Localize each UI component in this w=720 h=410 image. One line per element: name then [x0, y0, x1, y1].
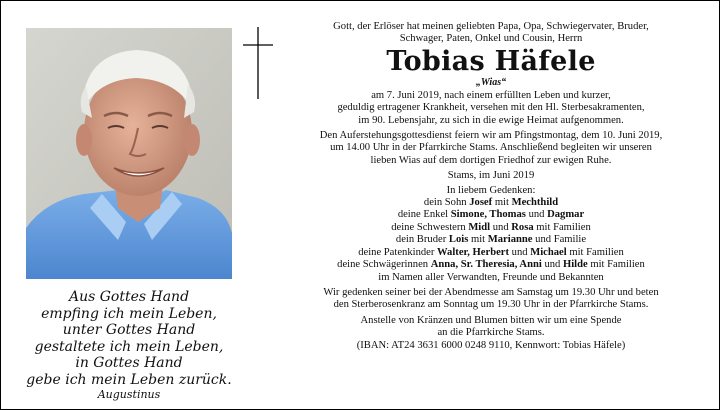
- death-line: am 7. Juni 2019, nach einem erfüllten Leben und kurzer,: [371, 89, 611, 101]
- family-text: deine Schwestern: [391, 221, 469, 233]
- poem-line: gestaltete ich mein Leben,: [34, 338, 224, 355]
- poem-author: Augustinus: [97, 388, 161, 401]
- family-text: deine Patenkinder: [358, 246, 438, 258]
- notice-text: [276, 21, 706, 352]
- intro-line: Schwager, Paten, Onkel und Cousin, Herrn: [399, 33, 583, 45]
- family-list: [276, 197, 706, 284]
- mass-line: den Sterberosenkranz am Sonntag um 19.30 Uhr in der Pfarrkirche Stams.: [333, 299, 649, 311]
- in-memory-heading: In liebem Gedenken:: [446, 184, 536, 196]
- poem-line: gebe ich mein Leben zurück.: [26, 371, 232, 388]
- death-line: geduldig ertragener Krankheit, versehen mit den Hl. Sterbesakramenten,: [337, 102, 645, 114]
- family-line: [276, 234, 706, 246]
- family-line: [276, 197, 706, 209]
- service-line: lieben Wias auf dem dortigen Friedhof zur ewigen Ruhe.: [370, 154, 612, 166]
- family-name: Michael: [530, 246, 567, 258]
- death-line: im 90. Lebensjahr, zu sich in die ewige Heimat aufgenommen.: [358, 114, 624, 126]
- donation-iban: (IBAN: AT24 3631 6000 0248 9110, Kennwort: Tobias Häfele): [356, 339, 626, 351]
- family-name: Anna, Sr. Theresia, Anni: [430, 259, 542, 271]
- family-name: Rosa: [511, 221, 534, 233]
- poem-line: unter Gottes Hand: [62, 322, 196, 338]
- family-text: mit Familien: [533, 221, 591, 233]
- place-date: Stams, im Juni 2019: [447, 170, 535, 182]
- family-line: [276, 259, 706, 271]
- family-name: Walter, Herbert: [437, 246, 510, 258]
- family-name: Hilde: [562, 259, 588, 271]
- family-name: Josef: [469, 197, 493, 209]
- family-name: Mechthild: [511, 197, 559, 209]
- intro-line: Gott, der Erlöser hat meinen geliebten Papa, Opa, Schwiegervater, Bruder,: [333, 21, 649, 32]
- family-text: im Namen aller Verwandten, Freunde und Bekannten: [378, 271, 604, 283]
- memorial-poem: [26, 289, 232, 401]
- donation-line: Anstelle von Kränzen und Blumen bitten wir um eine Spende: [360, 314, 622, 326]
- family-text: und: [541, 259, 563, 271]
- family-text: und: [490, 221, 512, 233]
- family-line: [276, 272, 706, 284]
- family-name: Dagmar: [547, 209, 585, 221]
- family-line: [276, 222, 706, 234]
- cross-icon: [241, 25, 275, 101]
- poem-line: Aus Gottes Hand: [68, 289, 190, 305]
- deceased-name: Tobias Häfele: [386, 45, 596, 77]
- nickname: „Wias“: [475, 76, 507, 88]
- family-line: [276, 247, 706, 259]
- family-text: deine Enkel: [397, 209, 451, 221]
- service-line: Den Auferstehungsgottesdienst feiern wir am Pfingstmontag, dem 10. Juni 2019,: [319, 130, 663, 142]
- family-text: dein Sohn: [423, 197, 470, 209]
- family-text: und: [525, 209, 548, 221]
- donation-line: an die Pfarrkirche Stams.: [437, 327, 545, 339]
- family-name: Marianne: [487, 234, 533, 246]
- portrait-photo: [26, 28, 232, 279]
- family-line: [276, 209, 706, 221]
- family-text: mit Familien: [587, 259, 645, 271]
- family-text: mit: [492, 197, 512, 209]
- family-name: Midl: [468, 221, 491, 233]
- poem-line: in Gottes Hand: [75, 355, 183, 371]
- family-name: Simone, Thomas: [450, 209, 526, 221]
- family-text: mit Familien: [566, 246, 624, 258]
- poem-line: empfing ich mein Leben,: [41, 305, 217, 322]
- family-text: und Familie: [532, 234, 587, 246]
- family-text: deine Schwägerinnen: [337, 259, 431, 271]
- family-text: mit: [468, 234, 488, 246]
- family-name: Lois: [448, 234, 469, 246]
- mass-line: Wir gedenken seiner bei der Abendmesse am Samstag um 19.30 Uhr und beten: [323, 286, 659, 298]
- family-text: dein Bruder: [395, 234, 449, 246]
- family-text: und: [509, 246, 531, 258]
- service-line: um 14.00 Uhr in der Pfarrkirche Stams. Anschließend begleiten wir unseren: [330, 142, 652, 154]
